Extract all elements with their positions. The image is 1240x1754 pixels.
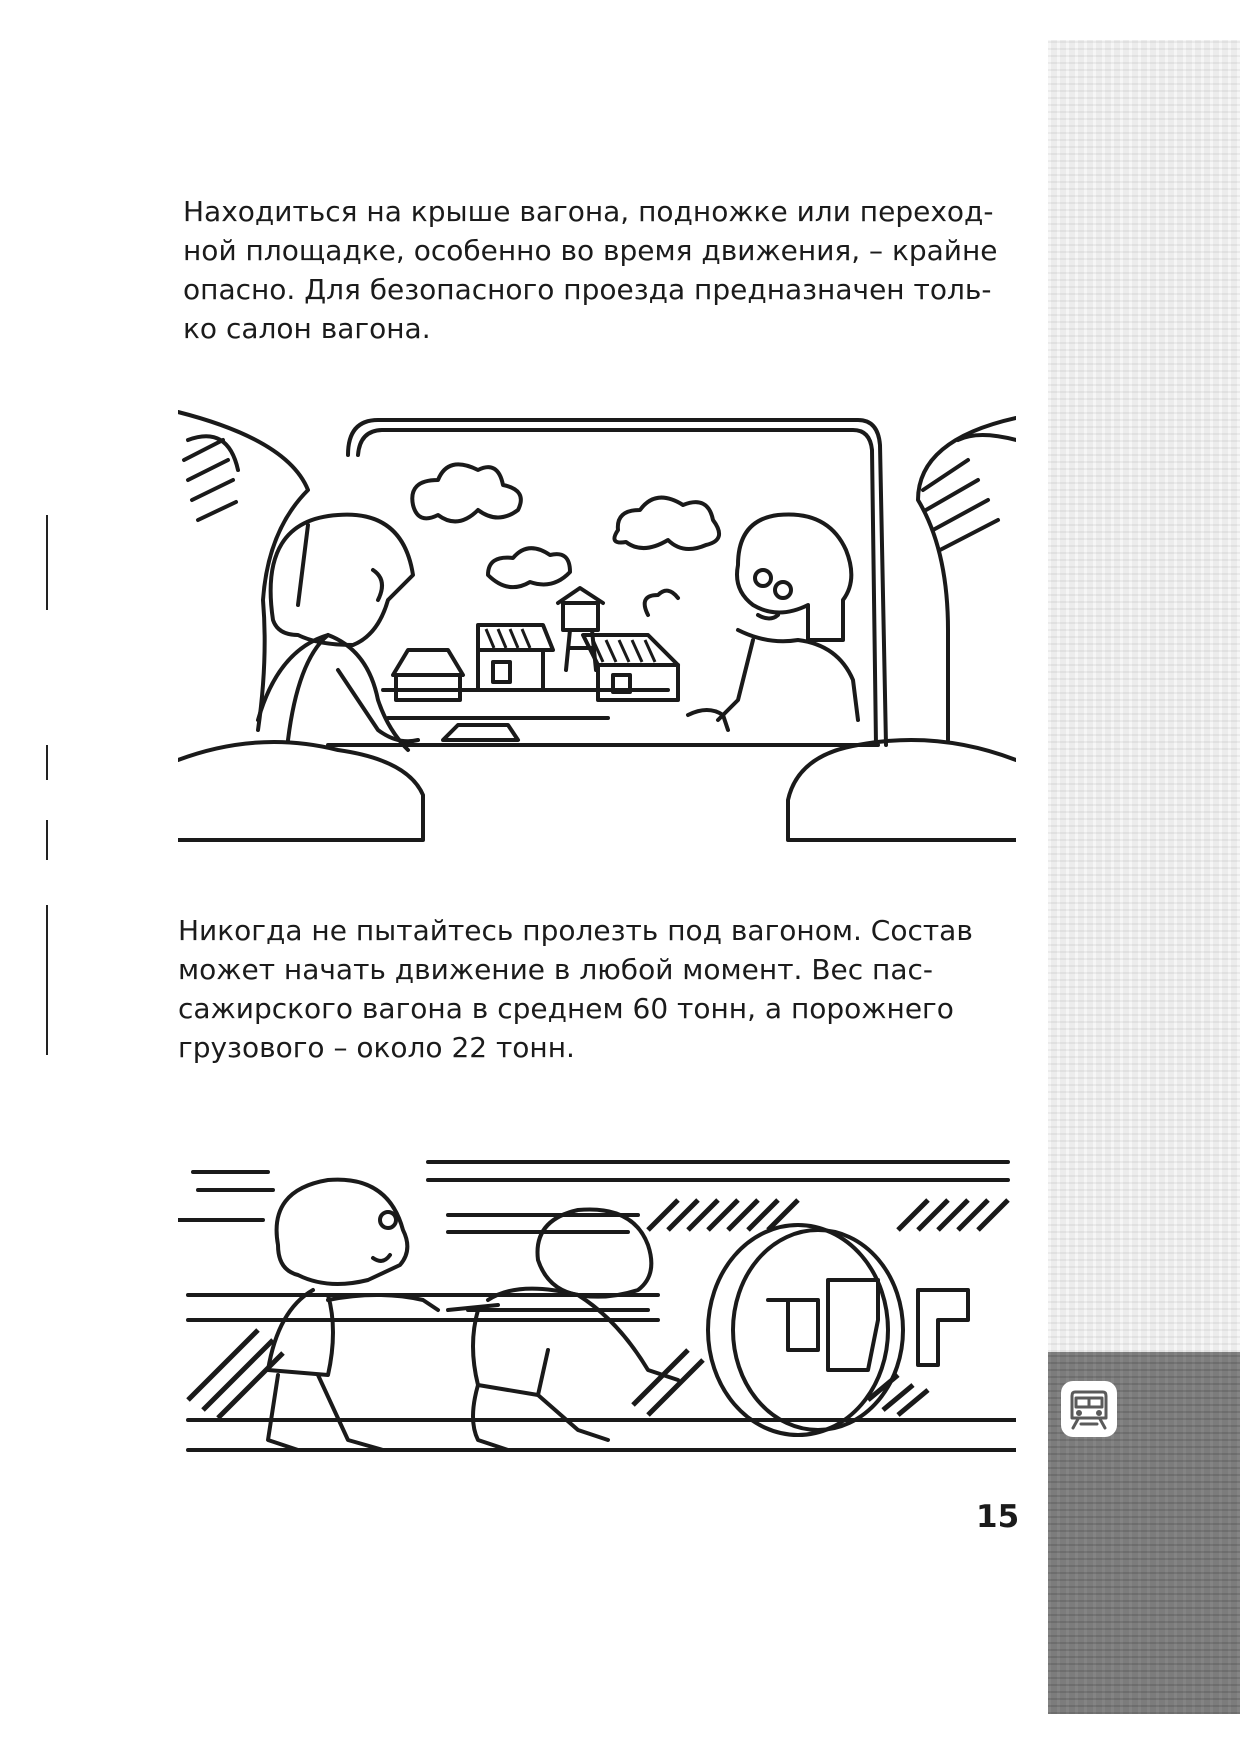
text-line: ко салон вагона. [183,312,431,345]
train-icon [1061,1381,1117,1437]
text-line: ной площадке, особенно во время движения, – крайне [183,234,998,267]
illustration-children-in-train [178,400,1016,860]
margin-mark [46,820,48,860]
margin-mark [46,905,48,1055]
page-number: 15 [976,1499,1020,1535]
margin-mark [46,745,48,780]
text-line: может начать движение в любой момент. Вес пас- [178,953,934,986]
text-line: Никогда не пытайтесь пролезть под вагоном. Состав [178,914,973,947]
margin-mark [46,515,48,610]
text-line: опасно. Для безопасного проезда предназначен толь- [183,273,992,306]
text-line: Находиться на крыше вагона, подножке или переход- [183,195,994,228]
paragraph-roof-danger [183,192,1013,348]
illustration-children-near-wagon [178,1150,1016,1510]
side-strip [1048,40,1240,1352]
text-line: сажирского вагона в среднем 60 тонн, а порожнего [178,992,954,1025]
text-line: грузового – около 22 тонн. [178,1031,575,1064]
paragraph-under-wagon [178,911,1008,1067]
